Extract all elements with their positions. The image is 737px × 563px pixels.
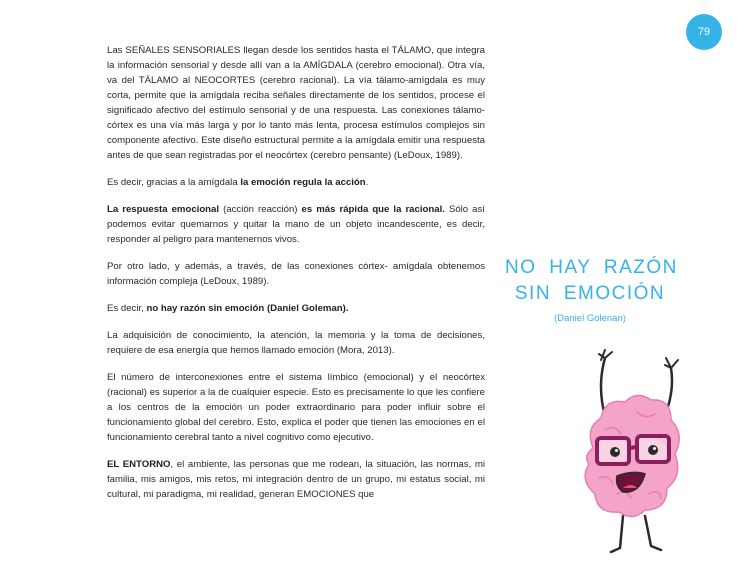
paragraph-amygdala-regulates: Es decir, gracias a la amígdala la emoción regula la acción. (107, 177, 369, 188)
paragraph-cortex-amygdala: Por otro lado, y además, a través, de las conexiones córtex- amígdala obtenemos información compleja (LeDoux, 1989). (107, 261, 485, 287)
paragraph-no-reason: Es decir, no hay razón sin emoción (Daniel Goleman). (107, 303, 349, 314)
paragraph-emotional-response: La respuesta emocional (acción reacción) es más rápida que la racional. Sólo así podemos evitar quemarnos y quitar la mano de un objeto incandescente, es decir, responder al peligro para mantenernos vivos. (107, 204, 485, 245)
paragraph-interconnections: El número de interconexiones entre el sistema límbico (emocional) y el neocórtex (racional) es superior a la de cualquier especie. Esto es precisamente lo que les confiere a los centros de la emoción un poder extraordinario para poder influir sobre el funcionamiento global del cerebro. Esto, explica el poder que tienen las emociones en el funcionamiento cerebral tanto a nivel cognitivo como ejecutivo. (107, 372, 485, 443)
page-number-badge (686, 14, 722, 50)
quote-line-2: SIN EMOCIÓN (514, 283, 666, 304)
body-text (107, 43, 485, 502)
pull-quote (505, 255, 678, 307)
page-number: 79 (697, 26, 711, 38)
quote-author: (Daniel Golenan) (554, 313, 626, 324)
paragraph-environment: EL ENTORNO, el ambiente, las personas que me rodean, la situación, las normas, mi familia, mis amigos, mis retos, mi integración dentro de un grupo, mi estatus social, mi cultural, mi paradigma, mi realidad, generan EMOCIONES que (107, 459, 485, 500)
brain-illustration (575, 338, 685, 563)
paragraph-knowledge: La adquisición de conocimiento, la atención, la memoria y la toma de decisiones, requiere de esa energía que hemos llamado emoción (Mora, 2013). (107, 330, 485, 356)
quote-line-1: NO HAY RAZÓN (505, 257, 678, 278)
paragraph-sensory-signals: Las SEÑALES SENSORIALES llegan desde los sentidos hasta el TÁLAMO, que integra la información sensorial y desde allí van a la AMÍGDALA (cerebro emocional). Otra vía, va del TÁLAMO al NEOCORTES (cerebro racional). La vía tálamo-amígdala es muy corta, permite que la amígdala reciba señales directamente de los sentidos, procese el significado afectivo del estímulo sensorial y de una respuesta. Las conexiones tálamo-córtex es una vía más larga y por lo tanto más lenta, procesa estímulos complejos sin componente afectivo. Este diseño estructural permite a la amígdala emitir una respuesta antes de que sean registradas por el neocórtex (cerebro pensante) (LeDoux, 1989). (107, 45, 485, 161)
